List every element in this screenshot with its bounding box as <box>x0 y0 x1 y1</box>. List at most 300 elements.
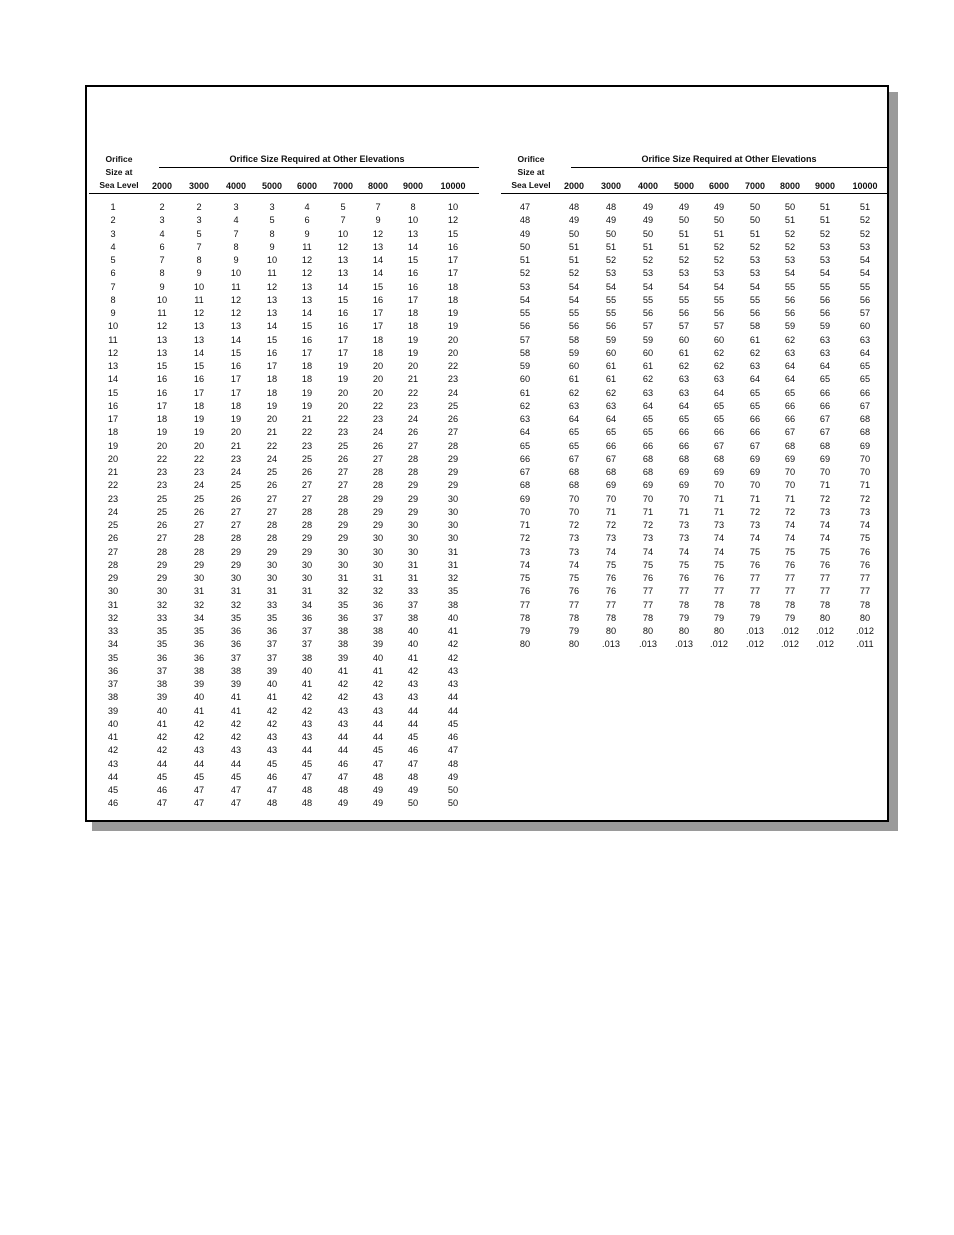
sea-level-size-cell: 54 <box>519 294 531 305</box>
elevation-size-cell: 33 <box>156 612 168 623</box>
elevation-size-cell: 59 <box>642 334 654 345</box>
elevation-size-cell: 44 <box>301 745 313 756</box>
sea-level-size-cell: 6 <box>110 268 116 279</box>
elevation-size-cell: 49 <box>713 202 725 212</box>
sea-level-size-cell: 32 <box>107 612 119 623</box>
elevation-size-cell: 18 <box>447 294 459 305</box>
elevation-size-cell: 77 <box>642 599 654 610</box>
elevation-size-cell: 44 <box>372 718 384 729</box>
elevation-size-cell: 15 <box>407 255 419 265</box>
elevation-size-cell: 7 <box>159 255 165 265</box>
elevation-size-cell: 72 <box>784 506 796 517</box>
elevation-size-cell: 39 <box>156 692 168 703</box>
elevation-size-cell: 57 <box>642 321 654 332</box>
elevation-size-cell: 19 <box>156 427 168 438</box>
elevation-size-cell: 36 <box>301 612 313 623</box>
elevation-size-cell: 8 <box>410 202 416 212</box>
elevation-size-cell: 66 <box>819 400 831 411</box>
elevation-size-cell: 37 <box>266 639 278 650</box>
elevation-size-cell: 53 <box>678 268 690 279</box>
elevation-size-cell: 7 <box>340 215 346 226</box>
sea-level-size-cell: 34 <box>107 639 119 650</box>
elevation-size-cell: 13 <box>156 334 168 345</box>
elevation-size-cell: 50 <box>678 215 690 226</box>
elevation-size-cell: 48 <box>605 202 617 212</box>
elevation-size-cell: 79 <box>678 612 690 623</box>
elevation-size-cell: 68 <box>859 427 871 438</box>
sea-level-size-cell: 25 <box>107 520 119 530</box>
elevation-size-cell: 74 <box>784 533 796 544</box>
elevation-size-cell: 55 <box>713 294 725 305</box>
elevation-size-cell: 71 <box>713 493 725 504</box>
elevation-size-cell: 64 <box>784 361 796 371</box>
elevation-size-cell: 17 <box>372 321 384 332</box>
elevation-size-cell: 2 <box>196 202 202 212</box>
sea-level-size-cell: 30 <box>107 586 119 597</box>
elevation-size-cell: 66 <box>678 427 690 438</box>
elevation-size-cell: 28 <box>407 453 419 464</box>
sea-level-size-cell: 69 <box>519 493 531 504</box>
elevation-size-cell: 10 <box>447 202 459 212</box>
elevation-size-cell: 59 <box>819 321 831 332</box>
elevation-size-cell: 19 <box>447 308 459 318</box>
elevation-size-cell: 73 <box>568 546 580 557</box>
elevation-size-cell: 49 <box>642 215 654 226</box>
elevation-size-cell: 26 <box>372 440 384 451</box>
elevation-size-cell: 49 <box>678 202 690 212</box>
elevation-size-cell: 73 <box>605 533 617 544</box>
elevation-size-cell: 68 <box>784 440 796 451</box>
sea-level-size-cell: 38 <box>107 692 119 703</box>
elevation-size-cell: 23 <box>447 374 459 385</box>
elevation-size-cell: 64 <box>819 361 831 371</box>
sea-level-size-cell: 43 <box>107 758 119 769</box>
elevation-size-cell: 51 <box>784 215 796 226</box>
elevation-size-cell: 23 <box>407 400 419 411</box>
elevation-size-cell: 28 <box>193 533 205 544</box>
sea-level-size-cell: 72 <box>519 533 531 544</box>
elevation-size-cell: 30 <box>230 573 242 583</box>
elevation-size-cell: 56 <box>749 308 761 318</box>
sea-level-size-cell: 48 <box>519 215 531 226</box>
elevation-size-cell: 29 <box>337 533 349 544</box>
elevation-size-cell: 11 <box>157 308 167 318</box>
elevation-size-cell: 19 <box>337 374 349 385</box>
elevation-size-cell: 50 <box>605 228 617 239</box>
elevation-size-cell: 63 <box>819 347 831 358</box>
elevation-size-cell: 68 <box>642 453 654 464</box>
elevation-size-cell: 71 <box>605 506 617 517</box>
elevation-size-cell: 36 <box>372 599 384 610</box>
elevation-size-cell: 54 <box>819 268 831 279</box>
elevation-size-cell: 40 <box>156 705 168 716</box>
elevation-size-cell: 41 <box>156 718 168 729</box>
elevation-size-cell: 24 <box>372 427 384 438</box>
elevation-size-cell: 66 <box>605 440 617 451</box>
elevation-size-cell: 52 <box>642 255 654 265</box>
elevation-size-cell: 29 <box>301 546 313 557</box>
elevation-size-cell: 4 <box>304 202 310 212</box>
elevation-size-cell: 30 <box>372 559 384 570</box>
stub-header-line-3: Sea Level <box>99 180 139 190</box>
elevation-size-cell: 78 <box>749 599 761 610</box>
sea-level-size-cell: 52 <box>519 268 531 279</box>
elevation-size-cell: 27 <box>372 453 384 464</box>
elevation-size-cell: 17 <box>266 361 278 371</box>
elevation-size-cell: 67 <box>568 453 580 464</box>
elevation-size-cell: 52 <box>605 255 617 265</box>
sea-level-size-cell: 51 <box>519 255 531 265</box>
elevation-size-cell: 31 <box>230 586 242 597</box>
elevation-size-cell: 13 <box>337 255 349 265</box>
elevation-size-cell: 54 <box>605 281 617 292</box>
elevation-size-cell: 45 <box>301 758 313 769</box>
elevation-size-cell: 31 <box>266 586 278 597</box>
elevation-size-cell: 67 <box>605 453 617 464</box>
elevation-size-cell: .012 <box>856 626 874 636</box>
elevation-size-cell: 3 <box>233 202 239 212</box>
elevation-size-cell: 49 <box>605 215 617 226</box>
sea-level-size-cell: 24 <box>107 506 119 517</box>
elevation-size-cell: 19 <box>407 347 419 358</box>
elevation-size-cell: 44 <box>407 705 419 716</box>
elevation-size-cell: 37 <box>156 665 168 676</box>
elevation-size-cell: 63 <box>859 334 871 345</box>
elevation-size-cell: 28 <box>447 440 459 451</box>
elevation-size-cell: 75 <box>784 546 796 557</box>
elevation-size-cell: 53 <box>859 241 871 252</box>
sea-level-size-cell: 44 <box>107 771 119 782</box>
elevation-size-cell: 45 <box>447 718 459 729</box>
elevation-size-cell: 14 <box>266 321 278 332</box>
elevation-size-cell: 18 <box>266 387 278 398</box>
elevation-size-cell: 8 <box>233 241 239 252</box>
elevation-size-cell: 32 <box>372 586 384 597</box>
elevation-size-cell: 11 <box>194 294 204 305</box>
sea-level-size-cell: 20 <box>107 453 119 464</box>
elevation-size-cell: 52 <box>859 215 871 226</box>
elevation-size-cell: 44 <box>372 732 384 742</box>
elevation-size-cell: 80 <box>859 612 871 623</box>
elevation-size-cell: 51 <box>605 241 617 252</box>
elevation-size-cell: 38 <box>156 679 168 689</box>
elevation-size-cell: 54 <box>784 268 796 279</box>
elevation-size-cell: 38 <box>193 665 205 676</box>
elevation-size-cell: 53 <box>819 255 831 265</box>
elevation-size-cell: 50 <box>568 228 580 239</box>
sea-level-size-cell: 45 <box>107 785 119 795</box>
elevation-size-cell: 76 <box>568 586 580 597</box>
elevation-size-cell: 18 <box>301 361 313 371</box>
elevation-size-cell: 75 <box>642 559 654 570</box>
sea-level-size-cell: 61 <box>519 387 531 398</box>
elevation-size-cell: 43 <box>447 665 459 676</box>
elevation-size-cell: 9 <box>159 281 165 292</box>
sea-level-size-cell: 27 <box>107 546 119 557</box>
sea-level-size-cell: 63 <box>519 414 531 424</box>
elevation-size-cell: 29 <box>407 493 419 504</box>
elevation-size-cell: 79 <box>568 626 580 636</box>
elevation-size-cell: 47 <box>230 785 242 795</box>
table-frame <box>85 85 889 822</box>
elevation-size-cell: 42 <box>301 705 313 716</box>
elevation-size-cell: 68 <box>605 467 617 477</box>
elevation-size-cell: 39 <box>193 679 205 689</box>
elevation-size-cell: 21 <box>266 427 278 438</box>
elevation-size-cell: 42 <box>193 732 205 742</box>
elevation-size-cell: 69 <box>678 467 690 477</box>
elevation-size-cell: 14 <box>372 268 384 279</box>
elevation-size-cell: 39 <box>337 652 349 663</box>
elevation-size-cell: 28 <box>301 520 313 530</box>
elevation-size-cell: 39 <box>230 679 242 689</box>
elevation-size-cell: 30 <box>407 520 419 530</box>
elevation-size-cell: 20 <box>447 334 459 345</box>
stub-header-line-2: Size at <box>105 167 133 177</box>
elevation-size-cell: 53 <box>605 268 617 279</box>
elevation-size-cell: 79 <box>784 612 796 623</box>
elevation-size-cell: 72 <box>819 493 831 504</box>
elevation-size-cell: 64 <box>749 374 761 385</box>
elevation-size-cell: 66 <box>713 427 725 438</box>
elevation-size-cell: 60 <box>678 334 690 345</box>
elevation-size-cell: 62 <box>568 387 580 398</box>
elevation-size-cell: 53 <box>713 268 725 279</box>
elevation-size-cell: 20 <box>447 347 459 358</box>
elevation-size-cell: 38 <box>301 652 313 663</box>
stub-header-line-1: Orifice <box>517 154 545 164</box>
sea-level-size-cell: 28 <box>107 559 119 570</box>
elevation-size-cell: 3 <box>159 215 165 226</box>
elevation-size-cell: 42 <box>337 679 349 689</box>
elevation-size-cell: 76 <box>749 559 761 570</box>
elevation-size-cell: 13 <box>156 347 168 358</box>
elevation-size-cell: 36 <box>230 639 242 650</box>
elevation-size-cell: 74 <box>859 520 871 530</box>
sea-level-size-cell: 66 <box>519 453 531 464</box>
elevation-size-cell: 29 <box>156 573 168 583</box>
elevation-size-cell: 63 <box>642 387 654 398</box>
elevation-size-cell: 31 <box>447 559 459 570</box>
elevation-size-cell: 74 <box>749 533 761 544</box>
elevation-size-cell: 74 <box>678 546 690 557</box>
elevation-size-cell: 41 <box>301 679 313 689</box>
elevation-size-cell: 69 <box>749 453 761 464</box>
elevation-size-cell: 70 <box>859 467 871 477</box>
sea-level-size-cell: 13 <box>107 361 119 371</box>
elevation-size-cell: 54 <box>642 281 654 292</box>
elevation-size-cell: 29 <box>266 546 278 557</box>
elevation-size-cell: 11 <box>302 241 312 252</box>
elevation-size-cell: 27 <box>337 467 349 477</box>
elevation-size-cell: 42 <box>266 718 278 729</box>
elevation-size-cell: 9 <box>196 268 202 279</box>
stub-header-line-3: Sea Level <box>511 180 551 190</box>
column-header-6000: 6000 <box>296 181 318 191</box>
elevation-size-cell: 62 <box>713 347 725 358</box>
elevation-size-cell: 18 <box>230 400 242 411</box>
elevation-size-cell: 71 <box>678 506 690 517</box>
elevation-size-cell: 50 <box>749 202 761 212</box>
elevation-size-cell: 73 <box>859 506 871 517</box>
elevation-size-cell: 66 <box>749 427 761 438</box>
elevation-size-cell: 31 <box>407 573 419 583</box>
elevation-size-cell: 16 <box>230 361 242 371</box>
elevation-size-cell: 56 <box>605 321 617 332</box>
elevation-size-cell: 32 <box>230 599 242 610</box>
elevation-size-cell: 63 <box>605 400 617 411</box>
elevation-size-cell: 62 <box>605 387 617 398</box>
elevation-size-cell: 15 <box>447 228 459 239</box>
elevation-size-cell: 22 <box>266 440 278 451</box>
elevation-size-cell: .013 <box>746 626 764 636</box>
elevation-size-cell: 38 <box>337 626 349 636</box>
elevation-size-cell: 79 <box>749 612 761 623</box>
elevation-size-cell: 30 <box>337 559 349 570</box>
column-header-3000: 3000 <box>188 181 210 191</box>
elevation-size-cell: 60 <box>713 334 725 345</box>
elevation-size-cell: 51 <box>859 202 871 212</box>
elevation-size-cell: 25 <box>156 493 168 504</box>
elevation-size-cell: .012 <box>781 626 799 636</box>
elevation-size-cell: 45 <box>372 745 384 756</box>
elevation-size-cell: 20 <box>337 387 349 398</box>
elevation-size-cell: 17 <box>337 334 349 345</box>
elevation-size-cell: 3 <box>196 215 202 226</box>
elevation-size-cell: 28 <box>372 480 384 491</box>
elevation-size-cell: 71 <box>819 480 831 491</box>
elevation-size-cell: 5 <box>269 215 275 226</box>
elevation-size-cell: 47 <box>266 785 278 795</box>
elevation-size-cell: .012 <box>710 639 728 650</box>
elevation-size-cell: 42 <box>407 665 419 676</box>
elevation-size-cell: 56 <box>784 294 796 305</box>
elevation-size-cell: 17 <box>230 387 242 398</box>
elevation-size-cell: 22 <box>156 453 168 464</box>
elevation-size-cell: 40 <box>407 626 419 636</box>
elevation-size-cell: 7 <box>196 241 202 252</box>
elevation-size-cell: 57 <box>713 321 725 332</box>
elevation-size-cell: 22 <box>447 361 459 371</box>
elevation-size-cell: 32 <box>193 599 205 610</box>
sea-level-size-cell: 55 <box>519 308 531 318</box>
elevation-size-cell: 40 <box>301 665 313 676</box>
elevation-size-cell: 8 <box>269 228 275 239</box>
elevation-size-cell: 32 <box>156 599 168 610</box>
elevation-size-cell: 13 <box>301 294 313 305</box>
stub-header <box>89 153 149 192</box>
elevation-size-cell: 28 <box>266 533 278 544</box>
elevation-size-cell: 27 <box>156 533 168 544</box>
elevation-size-cell: 44 <box>230 758 242 769</box>
sea-level-size-cell: 9 <box>110 308 116 318</box>
elevation-size-cell: 22 <box>372 400 384 411</box>
elevation-size-cell: 18 <box>407 321 419 332</box>
elevation-size-cell: 40 <box>447 612 459 623</box>
elevation-size-cell: 19 <box>193 414 205 424</box>
elevation-size-cell: 54 <box>568 294 580 305</box>
elevation-size-cell: 38 <box>407 612 419 623</box>
sea-level-size-cell: 1 <box>110 202 116 212</box>
elevation-size-cell: 77 <box>859 586 871 597</box>
elevation-size-cell: 19 <box>230 414 242 424</box>
elevation-size-cell: 28 <box>156 546 168 557</box>
elevation-size-cell: 27 <box>230 520 242 530</box>
elevation-size-cell: 15 <box>266 334 278 345</box>
elevation-size-cell: 43 <box>407 692 419 703</box>
elevation-size-cell: 68 <box>642 467 654 477</box>
elevation-size-cell: 35 <box>447 586 459 597</box>
elevation-size-cell: 29 <box>193 559 205 570</box>
elevation-size-cell: 64 <box>859 347 871 358</box>
elevation-size-cell: 77 <box>784 586 796 597</box>
elevation-size-cell: 52 <box>784 228 796 239</box>
elevation-size-cell: 76 <box>713 573 725 583</box>
elevation-size-cell: 66 <box>642 440 654 451</box>
sea-level-size-cell: 58 <box>519 347 531 358</box>
sea-level-size-cell: 22 <box>107 480 119 491</box>
elevation-size-cell: 66 <box>784 400 796 411</box>
elevation-size-cell: 64 <box>568 414 580 424</box>
elevation-size-cell: 9 <box>233 255 239 265</box>
elevation-size-cell: 77 <box>642 586 654 597</box>
elevation-size-cell: 10 <box>407 215 419 226</box>
elevation-size-cell: 30 <box>301 559 313 570</box>
elevation-size-cell: 75 <box>713 559 725 570</box>
elevation-size-cell: 22 <box>193 453 205 464</box>
elevation-size-cell: 18 <box>156 414 168 424</box>
elevation-size-cell: 18 <box>372 347 384 358</box>
elevation-size-cell: 29 <box>447 467 459 477</box>
elevation-size-cell: 65 <box>605 427 617 438</box>
elevation-size-cell: 25 <box>337 440 349 451</box>
elevation-size-cell: 52 <box>859 228 871 239</box>
elevation-size-cell: .011 <box>856 639 874 650</box>
elevation-size-cell: 49 <box>642 202 654 212</box>
elevation-size-cell: 73 <box>568 533 580 544</box>
column-header-5000: 5000 <box>261 181 283 191</box>
elevation-size-cell: 55 <box>819 281 831 292</box>
elevation-size-cell: 72 <box>605 520 617 530</box>
elevation-size-cell: 28 <box>337 506 349 517</box>
elevation-size-cell: 37 <box>230 652 242 663</box>
elevation-size-cell: 38 <box>230 665 242 676</box>
elevation-size-cell: 74 <box>642 546 654 557</box>
elevation-size-cell: 45 <box>156 771 168 782</box>
elevation-size-cell: 73 <box>749 520 761 530</box>
elevation-size-cell: 78 <box>784 599 796 610</box>
elevation-size-cell: 70 <box>642 493 654 504</box>
elevation-size-cell: 58 <box>749 321 761 332</box>
elevation-size-cell: 66 <box>859 387 871 398</box>
elevation-size-cell: 47 <box>156 798 168 809</box>
elevation-size-cell: 42 <box>193 718 205 729</box>
elevation-size-cell: 70 <box>713 480 725 491</box>
elevation-size-cell: 14 <box>230 334 242 345</box>
elevation-size-cell: 35 <box>337 599 349 610</box>
elevation-size-cell: 61 <box>642 361 654 371</box>
elevation-size-cell: 12 <box>230 308 242 318</box>
elevation-size-cell: 49 <box>372 798 384 809</box>
elevation-size-cell: 54 <box>678 281 690 292</box>
elevation-size-cell: 16 <box>156 387 168 398</box>
elevation-size-cell: 8 <box>159 268 165 279</box>
elevation-size-cell: 39 <box>266 665 278 676</box>
sea-level-size-cell: 26 <box>107 533 119 544</box>
elevation-size-cell: 73 <box>819 506 831 517</box>
elevation-size-cell: 47 <box>372 758 384 769</box>
elevation-size-cell: 48 <box>301 798 313 809</box>
